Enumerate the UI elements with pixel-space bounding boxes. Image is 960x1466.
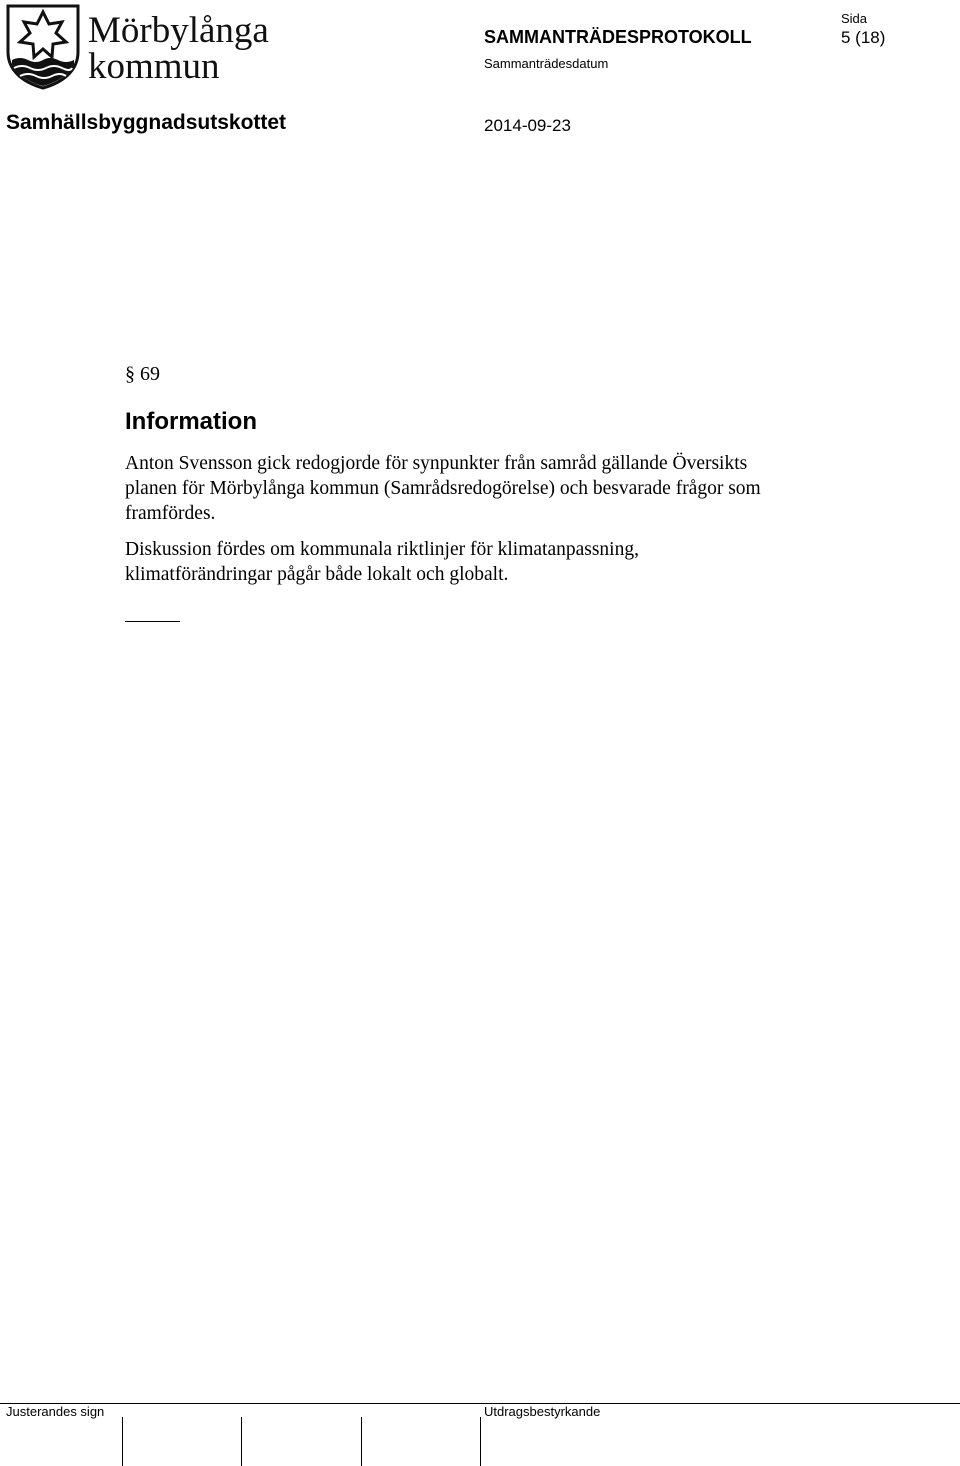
- meeting-date: 2014-09-23: [484, 116, 571, 135]
- signature-box-divider: [480, 1417, 481, 1466]
- logo-text-line1: Mörbylånga: [88, 10, 269, 51]
- item-heading: Information: [125, 408, 257, 435]
- meeting-date-label: Sammanträdesdatum: [484, 56, 609, 71]
- committee-name: Samhällsbyggnadsutskottet: [6, 111, 287, 134]
- logo-text-line2: kommun: [88, 46, 220, 87]
- municipality-logo: [6, 4, 269, 90]
- signature-box-divider: [241, 1417, 242, 1466]
- page-number: 5 (18): [841, 28, 886, 47]
- body-paragraph: Diskussion fördes om kommunala riktlinjer för klimatanpassning, klimatförändringar pågår både lokalt och globalt.: [125, 539, 639, 585]
- section-end-rule: [125, 621, 180, 622]
- document-type-title: SAMMANTRÄDESPROTOKOLL: [484, 27, 752, 47]
- signature-label: Justerandes sign: [6, 1404, 105, 1419]
- body-paragraph: Anton Svensson gick redogjorde för synpunkter från samråd gällande Översikts planen för Mörbylånga kommun (Samrådsredogörelse) och besvarade frågor som framfördes.: [125, 453, 761, 524]
- section-number: § 69: [125, 363, 160, 385]
- page-label: Sida: [841, 11, 868, 26]
- signature-box-divider: [122, 1417, 123, 1466]
- extract-certification-label: Utdragsbestyrkande: [484, 1404, 601, 1419]
- signature-box-divider: [361, 1417, 362, 1466]
- municipal-coat-of-arms-icon: [6, 4, 86, 90]
- footer-divider: [0, 1403, 960, 1404]
